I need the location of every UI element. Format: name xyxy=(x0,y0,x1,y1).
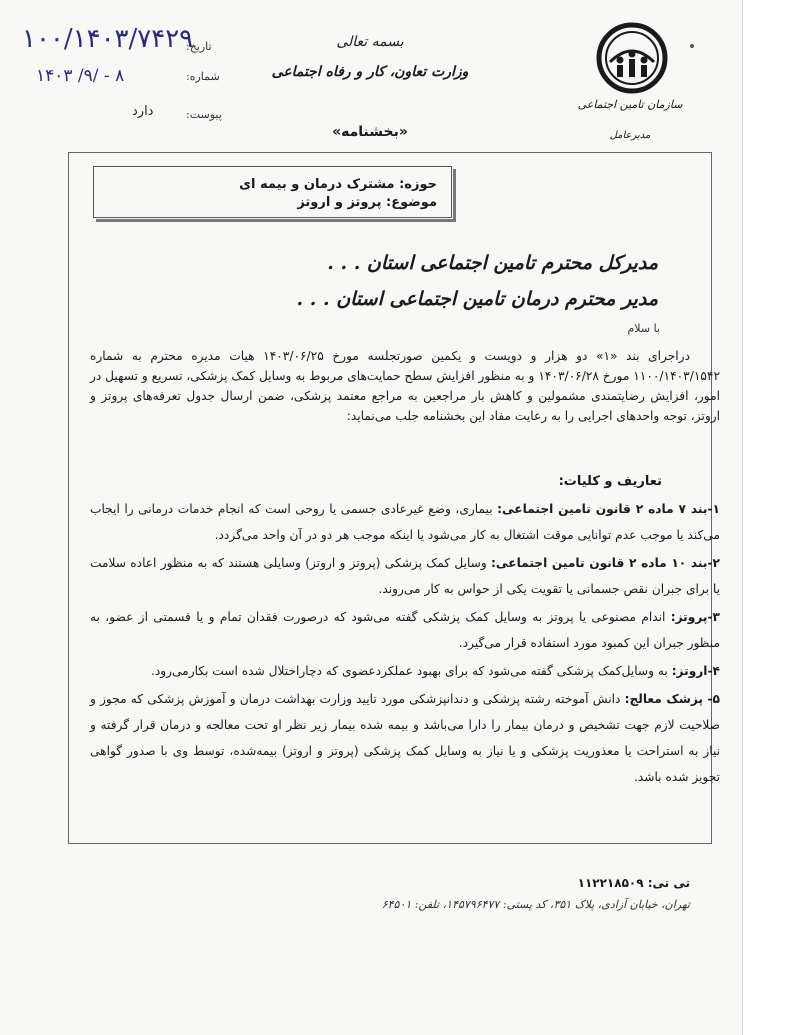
attachment-value: دارد xyxy=(132,104,154,119)
subject-domain: حوزه: مشترک درمان و بیمه ای xyxy=(239,177,437,192)
definition-item xyxy=(90,686,720,790)
definition-text: اندام مصنوعی یا پروتز به وسایل کمک پزشکی گفته می‌شود که درصورت فقدان تمام و یا قسمتی از عضو، به منظور جبران این کمبود مورد استفاده قرار می‌گیرد. xyxy=(90,610,720,650)
definition-head: ۲-بند ۱۰ ماده ۲ قانون تامین اجتماعی: xyxy=(491,556,720,570)
handwritten-letter-number: ۱۰۰/۱۴۰۳/۷۴۲۹ xyxy=(22,24,194,54)
definition-text: به وسایل‌کمک پزشکی گفته می‌شود که برای بهبود عملکردعضوی که دچاراختلال شده است بکارمی‌رود. xyxy=(150,664,672,678)
footer-address: تهران، خیابان آزادی، پلاک ۳۵۱، کد پستی: ۱۴۵۷۹۶۴۷۷، تلفن: ۶۴۵۰۱ xyxy=(381,898,690,911)
definition-head: ۱-بند ۷ ماده ۲ قانون تامین اجتماعی: xyxy=(497,502,720,516)
organization-role: مدیرعامل xyxy=(609,130,651,141)
definition-item xyxy=(90,550,720,602)
definition-head: ۴-اروتز: xyxy=(671,664,720,678)
definition-text: دانش آموخته رشته پزشکی و دندانپزشکی مورد تایید وزارت بهداشت درمان و آموزش پزشکی که مجوز و صلاحیت لازم جهت تشخیص و درمان بیمار را دارا می‌باشد و بیمه شده بیمار زیر نظر او تحت معالجه و درمان قرار گرفته و نیاز به استراحت یا معذوریت پزشکی و یا نیاز به وسایل کمک پزشکی (پروتز و اروتز) بیمه‌شده، توسط وی با صدور گواهی تجویز شده باشد. xyxy=(90,692,720,784)
basmala: بسمه تعالی xyxy=(336,34,404,50)
number-label: شماره: xyxy=(186,70,220,83)
definition-item xyxy=(90,604,720,656)
handwritten-letter-date: ۱۴۰۳ /۹/ - ۸ xyxy=(36,66,125,86)
definition-item xyxy=(90,496,720,548)
date-label: تاریخ: xyxy=(186,40,212,53)
definition-item xyxy=(90,658,720,684)
definitions-title: تعاریف و کلیات: xyxy=(558,474,662,489)
ministry-name: وزارت تعاون، کار و رفاه اجتماعی xyxy=(271,64,469,80)
subject-box xyxy=(93,166,452,218)
definition-text: وسایل کمک پزشکی (پروتز و اروتز) وسایلی هستند که به منظور اعاده سلامت یا برای جبران نقص جسمانی یا تقویت یکی از حواس به کار می‌روند. xyxy=(90,556,720,596)
definition-head: ۳-پروتز: xyxy=(670,610,720,624)
addressee-1: مدیرکل محترم تامین اجتماعی استان . . . xyxy=(327,252,658,274)
body-paragraph: دراجرای بند «۱» دو هزار و دویست و یکمین صورتجلسه مورخ ۱۴۰۳/۰۶/۲۵ هیات مدیره محترم به شماره ۱۱۰۰/۱۴۰۳/۱۵۴۲ مورخ ۱۴۰۳/۰۶/۲۸ و به منظور افزایش سطح حمایت‌های مربوط به وسایل کمک پزشکی، تسریع و تسهیل در امور، افزایش رضایتمندی مشمولین و کاهش بار مراجعین به مراجع معتمد پزشکی، ضمن ارسال جدول تعرفه‌های پروتز و اروتز، توجه واحدهای اجرایی را به رعایت مفاد این بخشنامه جلب می‌نماید: xyxy=(90,349,720,423)
organization-name: سازمان تامین اجتماعی xyxy=(577,98,683,111)
definition-head: ۵- پزشک معالج: xyxy=(624,692,720,706)
organization-logo xyxy=(596,22,668,94)
definitions-list xyxy=(90,496,720,792)
subject-topic: موضوع: پروتز و اروتز xyxy=(297,195,437,210)
punch-mark xyxy=(690,44,694,48)
attachment-label: پیوست: xyxy=(186,108,222,121)
footer-phone: تی تی: ۱۱۲۲۱۸۵۰۹ xyxy=(577,876,690,890)
definition-text: بیماری، وضع غیرعادی جسمی یا روحی است که انجام خدمات درمانی را ایجاب می‌کند یا موجب عدم توانایی موقت اشتغال به کار می‌شود یا اینکه موجب هر دو در آن واحد می‌گردد. xyxy=(90,502,720,542)
addressee-2: مدیر محترم درمان تامین اجتماعی استان . . . xyxy=(296,288,658,310)
greeting: با سلام xyxy=(627,322,660,335)
circular-title: «بخشنامه» xyxy=(332,124,408,140)
